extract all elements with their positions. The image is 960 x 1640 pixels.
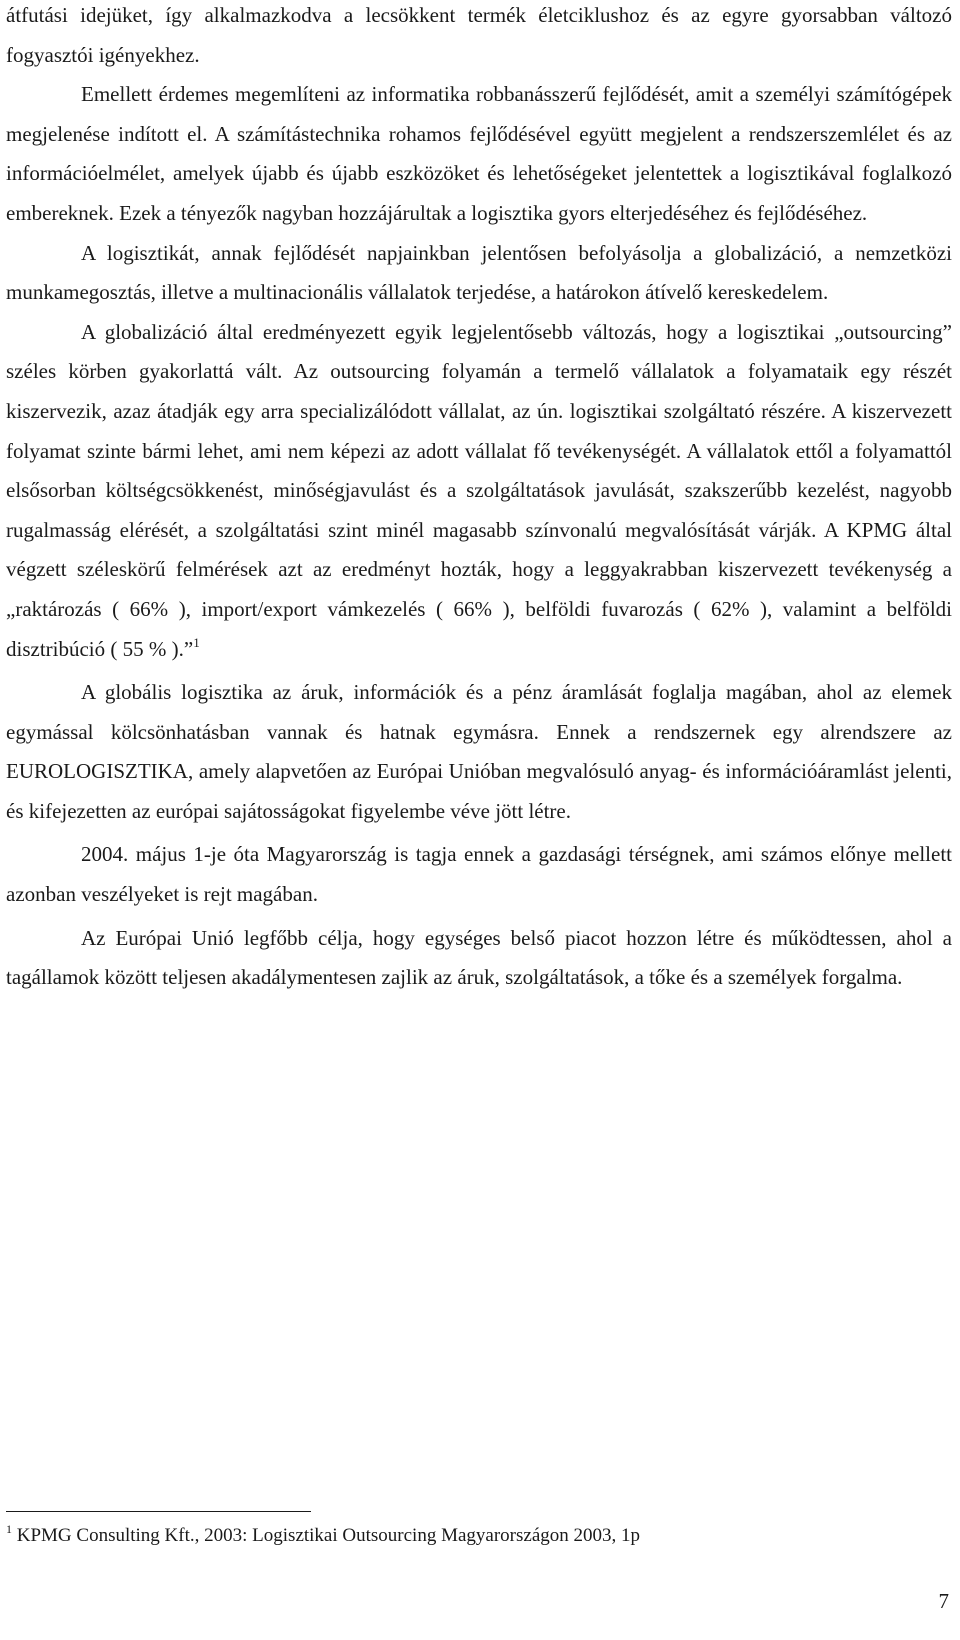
footnote-text: KPMG Consulting Kft., 2003: Logisztikai Outsourcing Magyarországon 2003, 1p [16,1525,641,1546]
paragraph-5: A globális logisztika az áruk, információk és a pénz áramlását foglalja magában, ahol az elemek egymással kölcsönhatásban vannak és hatnak egymásra. Ennek a rendszernek egy alrendszere az EUROLOGISZTIKA, amely alapvetően az Európai Unióban megvalósuló anyag- és információáramlást jelenti, és kifejezetten az európai sajátosságokat figyelembe véve jött létre. [6,680,952,823]
page-number: 7 [938,1589,949,1613]
paragraph-3: A logisztikát, annak fejlődését napjainkban jelentősen befolyásolja a globalizáció, a nemzetközi munkamegosztás, illetve a multinacionális vállalatok terjedése, a határokon átívelő kereskedelem. [6,240,952,305]
paragraph-7: Az Európai Unió legfőbb célja, hogy egységes belső piacot hozzon létre és működtessen, ahol a tagállamok között teljesen akadálymentesen zajlik az áruk, szolgáltatások, a tőke és a személyek forgalma. [6,925,952,990]
paragraph-1: átfutási idejüket, így alkalmazkodva a lecsökkent termék életciklushoz és az egyre gyorsabban változó fogyasztói igényekhez. [6,3,952,67]
paragraph-2: Emellett érdemes megemlíteni az informatika robbanásszerű fejlődését, amit a személyi számítógépek megjelenése indított el. A számítástechnika rohamos fejlődésével együtt megjelent a rendszerszemlélet és az információelmélet, amelyek újabb és újabb eszközöket és lehetőségeket jelentettek a logisztikával foglalkozó embereknek. Ezek a tényezők nagyban hozzájárultak a logisztika gyors elterjedéséhez és fejlődéséhez. [6,82,952,225]
footnote-reference[interactable]: 1 [193,634,200,650]
body-text [6,0,952,998]
paragraph-4 [6,313,952,669]
footnote [6,1523,906,1549]
paragraph-4-text: A globalizáció által eredményezett egyik legjelentősebb változás, hogy a logisztikai „outsourcing” széles körben gyakorlattá vált. Az outsourcing folyamán a termelő vállalatok a folyamataik egy részét kiszervezik, azaz átadják egy arra specializálódott vállalat, az ún. logisztikai szolgáltató részére. A kiszervezett folyamat szinte bármi lehet, ami nem képezi az adott vállalat fő tevékenységét. A vállalatok ettől a folyamattól elsősorban költségcsökkenést, minőségjavulást és a szolgáltatások javulását, szakszerűbb kezelést, nagyobb rugalmasság elérését, a szolgáltatási szint minél magasabb színvonalú megvalósítását várják. A KPMG által végzett széleskörű felmérések azt az eredményt hozták, hogy a leggyakrabban kiszervezett tevékenység a „raktározás ( 66% ), import/export vámkezelés ( 66% ), belföldi fuvarozás ( 62% ), valamint a belföldi disztribúció ( 55 % ).” [6,319,952,661]
paragraph-6: 2004. május 1-je óta Magyarország is tagja ennek a gazdasági térségnek, ami számos előnye mellett azonban veszélyeket is rejt magában. [6,842,952,907]
footnote-divider [6,1511,311,1512]
footnote-mark: 1 [6,1522,12,1536]
